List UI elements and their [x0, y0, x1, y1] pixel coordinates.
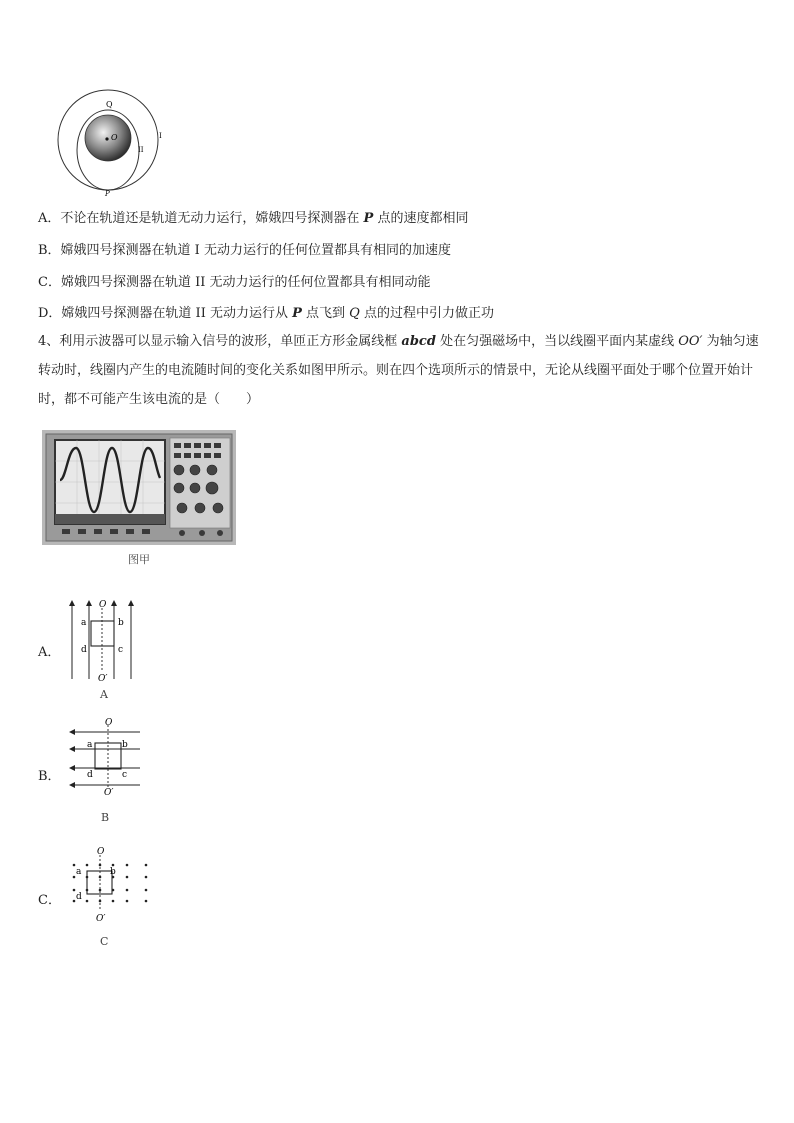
option-b-caption: B — [101, 811, 110, 824]
svg-text:O: O — [97, 847, 105, 857]
label-o: O — [111, 133, 118, 142]
option-a-diagram[interactable] — [62, 594, 142, 684]
svg-text:b: b — [118, 618, 124, 628]
option-c-diagram[interactable] — [66, 843, 156, 925]
svg-text:d: d — [81, 645, 87, 655]
svg-text:b: b — [110, 867, 116, 877]
label-ii: II — [138, 146, 144, 154]
svg-text:O′: O′ — [96, 914, 106, 924]
svg-text:O: O — [105, 718, 113, 728]
label-q: Q — [106, 100, 113, 109]
orbit-diagram — [50, 88, 175, 198]
question-4-stem: 4、利用示波器可以显示输入信号的波形，单匝正方形金属线框 abcd 处在匀强磁场中，当以线圈平面内某虚线 OO′ 为轴匀速转动时，线圈内产生的电流随时间的变化关系如图甲所示。则在四个选项所示的情景中，无论从线圈平面处于哪个位置开始计时，都不可能产生该电流的是（ ） — [38, 334, 759, 407]
svg-text:a: a — [81, 618, 87, 628]
option-b-letter[interactable]: B． — [38, 769, 61, 784]
q3-option-a: A．不论在轨道还是轨道无动力运行，嫦娥四号探测器在 P 点的速度都相同 — [38, 211, 469, 226]
oscilloscope-photo — [42, 430, 236, 545]
q3-option-d: D．嫦娥四号探测器在轨道 II 无动力运行从 P 点飞到 Q 点的过程中引力做正功 — [38, 306, 494, 321]
label-i: I — [159, 132, 162, 140]
option-a-letter[interactable]: A． — [38, 645, 61, 660]
svg-text:d: d — [76, 892, 82, 902]
svg-text:b: b — [122, 740, 128, 750]
label-p: P — [105, 190, 110, 198]
option-c-letter[interactable]: C． — [38, 893, 61, 908]
svg-text:c: c — [118, 645, 124, 655]
svg-text:a: a — [87, 740, 93, 750]
option-b-diagram[interactable] — [64, 715, 144, 800]
q3-option-b: B．嫦娥四号探测器在轨道 I 无动力运行的任何位置都具有相同的加速度 — [38, 243, 451, 258]
svg-text:a: a — [76, 867, 82, 877]
option-a-caption: A — [100, 688, 108, 701]
svg-text:O′: O′ — [98, 674, 108, 684]
option-c-caption: C — [100, 935, 109, 948]
q3-option-c: C．嫦娥四号探测器在轨道 II 无动力运行的任何位置都具有相同动能 — [38, 275, 431, 290]
svg-text:O: O — [99, 600, 107, 610]
svg-text:c: c — [122, 770, 128, 780]
svg-text:d: d — [87, 770, 93, 780]
figure-jia-caption: 图甲 — [128, 553, 150, 566]
svg-text:O′: O′ — [104, 788, 114, 798]
